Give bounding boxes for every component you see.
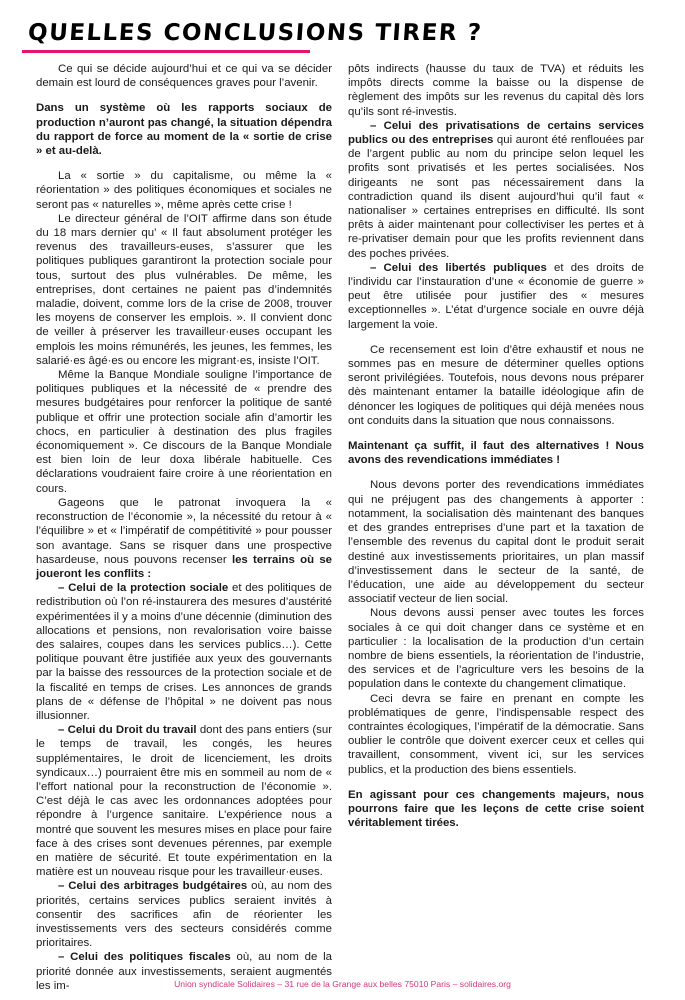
item-protection-sociale xyxy=(36,581,332,723)
item-text: où, au nom de la priorité donnée aux investissements, seraient augmentés les im- xyxy=(36,951,332,992)
item-text: et des politiques de redistribution où l’on ré-instaurera des mesures d’austérité expérimentées il y a moins d’une décennie (diminution des allocations et pensions, non revalorisation voire baisse des salaires, coupes dans les services publics…). Cette politique pouvant être justifiée aux yeux des gouvernants par la baisse des ressources de la protection sociale et de la fiscalité en temps de crises. Les annonces de grands plans de « défense de l’hôpital » ne doivent pas nous illusionner. xyxy=(36,582,332,722)
recensement-paragraph: Ce recensement est loin d’être exhaustif et nous ne sommes pas en mesure de déterminer quelles options seront privilégiées. Toutefois, nous devons nous préparer dès maintenant entamer la bataille idéologique afin de dénoncer les logiques de politiques qui déjà menées nous ont conduits dans la situation que nous connaissons. xyxy=(348,343,644,427)
item-heading: – Celui de la protection sociale xyxy=(58,582,229,595)
oit-paragraph: Le directeur général de l’OIT affirme dans son étude du 18 mars dernier qu’ « Il faut absolument protéger les revenus des travailleurs-euses, s’assurer que les politiques publiques garantiront la protection sociale pour tous, surtout des plus vulnérables. De même, les entreprises, dont certaines ne paient pas d’indemnités maladie, doivent, comme lors de la crise de 2008, trouver les moyens de conserver les emplois. ». Il convient donc de veiller à préserver les travailleur·euses occupant les emplois les moins rémunérés, les jeunes, les femmes, les salarié·es âgé·es ou encore les migrant·es, insiste l’OIT. xyxy=(36,212,332,367)
conclusion-paragraph: En agissant pour ces changements majeurs, nous pourrons faire que les leçons de cette crise soient véritablement tirées. xyxy=(348,788,644,830)
left-column xyxy=(36,62,332,993)
page-title: QUELLES CONCLUSIONS TIRER ? xyxy=(27,20,484,46)
item-heading: – Celui du Droit du travail xyxy=(58,724,197,737)
patronat-paragraph xyxy=(36,496,332,581)
item-heading: – Celui des libertés publiques xyxy=(370,261,547,274)
forces-sociales-paragraph: Nous devons aussi penser avec toutes les forces sociales à ce qui doit changer dans ce système et en particulier : la localisation de la production d’un certain nombre de biens essentiels, la réorientation de l’industrie, des services et de l’agriculture vers les besoins de la population dans le contexte du changement climatique. xyxy=(348,607,644,691)
continued-paragraph: pôts indirects (hausse du taux de TVA) et réduits les impôts directs comme la baisse ou la dispense de règlement des impôts sur les revenus du capital dès lors qu’ils sont ré-investis. xyxy=(348,63,644,118)
item-text: dont des pans entiers (sur le temps de travail, les congés, les heures supplémentaires, le droit de licenciement, les droits syndicaux…) pourraient être mis en sommeil au nom de « l’effort national pour la reconstruction de l’économie ». C’est déjà le cas avec les ordonnances adoptées pour répondre à l’urgence sanitaire. L’expérience nous a montré que souvent les mesures mises en place pour faire face à des crises sont devenues pérennes, par exemple en matière de sécurité. Et toute expérimentation en la matière est un nouveau risque pour les travailleur·euses. xyxy=(36,724,332,879)
lead-paragraph: Dans un système où les rapports sociaux de production n’auront pas changé, la situation dépendra du rapport de force au moment de la « sortie de crise » et au-delà. xyxy=(36,102,332,158)
item-heading: – Celui des politiques fiscales xyxy=(58,951,231,964)
footer-address: Union syndicale Solidaires – 31 rue de la Grange aux belles 75010 Paris – solidaires.org xyxy=(174,979,511,989)
genre-paragraph: Ceci devra se faire en prenant en compte les problématiques de genre, l’indispensable respect des contraintes écologiques, l’impératif de la démocratie. Sans oublier le contrôle que doivent exercer ceux et celles qui travaillent, consomment, vivent ici, sur les services publics, et la production des biens essentiels. xyxy=(348,692,644,776)
right-column xyxy=(348,62,644,841)
revendications-paragraph: Nous devons porter des revendications immédiates qui ne préjugent pas des changements à apporter : notamment, la socialisation dès maintenant des banques et des grandes entreprises d’une part et la taxation de l’ensemble des revenus du capital dont le produit serait destiné aux investissements prioritaires, un plan massif d’investissement dans le secteur de la santé, de l’éducation, une aide au développement du secteur associatif vecteur de lien social. xyxy=(348,479,644,606)
item-text: qui auront été renflouées par de l’argent public au nom du principe selon lequel les profits sont privatisés et les pertes socialisées. Nos dirigeants ne sont pas nécessairement dans la contradiction quand ils disent aujourd’hui qu’il faut « nationaliser » certaines entreprises en difficulté. Ils sont prêts à aider maintenant pour collectiviser les pertes et à re-privatiser demain pour que les profits reviennent dans des poches privées. xyxy=(348,134,644,260)
item-libertes-publiques xyxy=(348,261,644,332)
title-underline xyxy=(22,50,310,53)
alternatives-heading: Maintenant ça suffit, il faut des alternatives ! Nous avons des revendications immédiates ! xyxy=(348,440,644,467)
patronat-text: Gageons que le patronat invoquera la « reconstruction de l’économie », la nécessité du retour à « l’équilibre » et « l’impératif de compétitivité » pour pousser son avantage. Sans se risquer dans une prospective hasardeuse, nous pouvons recenser xyxy=(36,496,332,566)
conflicts-heading: les terrains où se joueront les conflits : xyxy=(36,553,332,580)
intro-paragraph: Ce qui se décide aujourd’hui et ce qui va se décider demain est lourd de conséquences graves pour l’avenir. xyxy=(36,63,332,90)
item-droit-du-travail xyxy=(36,723,332,879)
item-privatisations xyxy=(348,119,644,261)
banque-mondiale-paragraph: Même la Banque Mondiale souligne l’importance de politiques publiques et la nécessité de « prendre des mesures budgétaires pour renforcer la politique de santé publique et offrir une protection sociale afin d’amortir les chocs, en particulier à destination des plus fragiles économiquement ». Ce discours de la Banque Mondiale est bien loin de leur doxa libérale habituelle. Ces déclarations voudraient faire croire à une réorientation en cours. xyxy=(36,369,332,495)
item-arbitrages-budgetaires xyxy=(36,879,332,950)
body-paragraph: La « sortie » du capitalisme, ou même la « réorientation » des politiques économiques et sociales ne seront pas « naturelles », même après cette crise ! xyxy=(36,170,332,211)
item-heading: – Celui des arbitrages budgétaires xyxy=(58,880,248,893)
item-text: où, au nom des priorités, certains services publics seraient invités à consentir des sacrifices afin de réorienter les investissements vers des secteurs considérés comme prioritaires. xyxy=(36,880,332,950)
item-heading: – Celui des privatisations de certains services publics ou des entreprises xyxy=(348,119,644,147)
item-text: et des droits de l’individu car l’instauration d’une « économie de guerre » peut être utilisée pour justifier des « mesures exceptionnelles ». L’état d’urgence sociale en ouvre déjà largement la voie. xyxy=(348,261,644,331)
